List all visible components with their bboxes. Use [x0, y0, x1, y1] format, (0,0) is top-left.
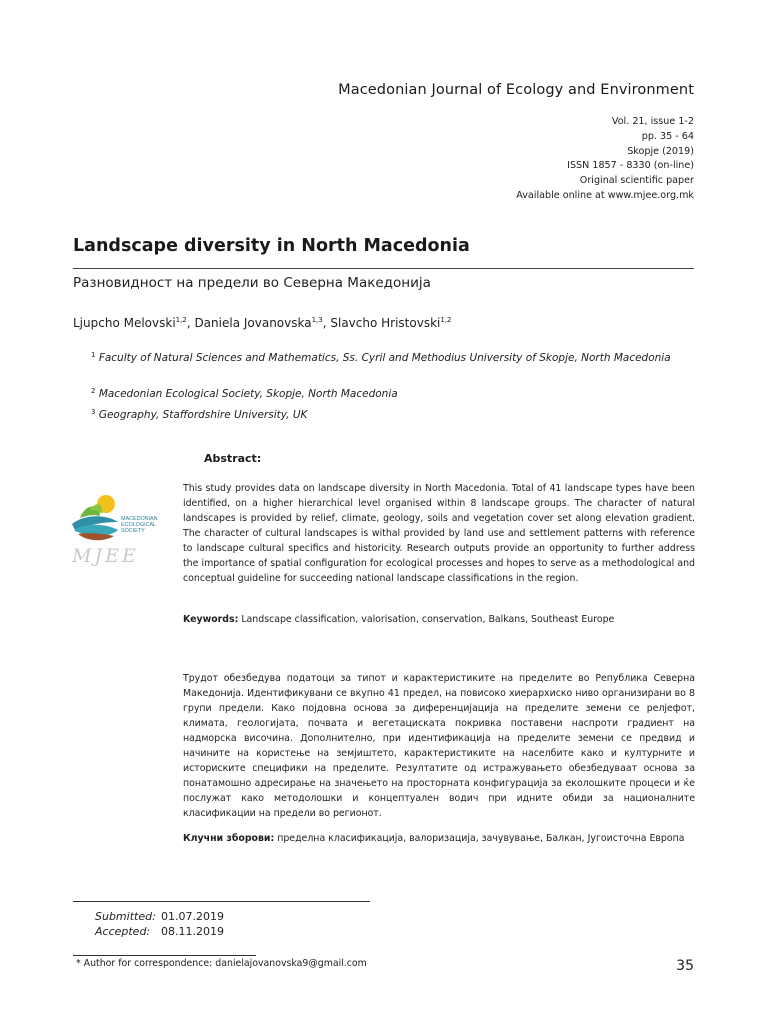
author-affiliation: 1,2 [175, 316, 187, 324]
author-list: Ljupcho Melovski$^{1,2}$, Daniela Jovanovska$^{1,3}$, Slavcho Hristovski$^{1,2}$ [73, 316, 452, 330]
abstract-heading: Abstract: [204, 452, 262, 465]
mjee-logo [70, 492, 170, 568]
paper-title: Landscape diversity in North Macedonia [73, 236, 470, 256]
title-divider [73, 268, 694, 269]
correspondence-note: * Author for correspondence: danielajovanovska9@gmail.com [76, 958, 367, 969]
submission-dates [95, 909, 224, 939]
svg-text:MACEDONIAN: MACEDONIAN [121, 516, 158, 522]
journal-volume: Vol. 21, issue 1-2 [611, 116, 694, 127]
abstract-text-mk: Трудот обезбедува податоци за типот и карактеристиките на пределите во Република Северна Македонија. Идентификувани се вкупно 41 предел, на повисоко хиерархиско ниво организирани во 8 групи предели. Како појдовна основа за диференцијација на пределите земени се релјефот, климата, геологијата, почвата и вегетациската покривка поставени наспроти градиент на надморска височина. Дополнително, при идентификација на пределите земени се предвид и начините на користење на земјиштето, карактеристиките на населбите како и културните и историските специфики на пределите. Резултатите од истражувањето обезбедуваат основа за понатамошно адресирање на значењето на просторната конфигурација за еколошките процеси и ќе послужат како методолошки и концептуален водич при идните обиди за националните класификации на предели во регионот. [183, 673, 695, 819]
keywords [183, 612, 695, 627]
paper-subtitle: Разновидност на предели во Северна Македонија [73, 275, 431, 291]
abstract-text: This study provides data on landscape diversity in North Macedonia. Total of 41 landscape types have been identified, on a higher hierarchical level organised within 8 landscape groups. The character of natural landscapes is provided by relief, climate, geology, soils and vegetation cover set along elevation gradient. The character of cultural landscapes is withal provided by land use and settlement patterns with reference to landscape cultural specifics and historicity. Research outputs provide an opportunity to further address the importance of spatial configuration for ecological processes and hopes to serve as a methodological and conceptual guideline for succeeding national landscape classifications in the region. [183, 483, 695, 584]
journal-issn: ISSN 1857 - 8330 (on-line) [567, 160, 694, 171]
submitted-label: Submitted: [95, 910, 156, 923]
affiliation-item: $^3$ Geography, Staffordshire University, UK [91, 408, 308, 421]
keywords-mk [183, 831, 695, 846]
affiliation-item: $^1$ Faculty of Natural Sciences and Mathematics, Ss. Cyril and Methodius University of Skopje, North Macedonia [91, 351, 671, 364]
svg-text:ECOLOGICAL: ECOLOGICAL [121, 522, 157, 528]
page-number: 35 [676, 958, 694, 974]
keywords-mk-label: Клучни зборови: [183, 833, 275, 844]
svg-text:MJEE: MJEE [72, 545, 139, 567]
affiliation-item: $^2$ Macedonian Ecological Society, Skopje, North Macedonia [91, 387, 398, 400]
journal-title: Macedonian Journal of Ecology and Environment [338, 82, 694, 98]
author-name: Slavcho Hristovski [330, 316, 441, 330]
journal-place-year: Skopje (2019) [627, 146, 694, 157]
keywords-mk-value: пределна класификација, валоризација, зачувување, Балкан, Југоисточна Европа [277, 833, 685, 844]
keywords-value: Landscape classification, valorisation, conservation, Balkans, Southeast Europe [241, 614, 615, 625]
author-affiliation: 1,3 [311, 316, 323, 324]
accepted-label: Accepted: [95, 925, 151, 938]
author-name: Ljupcho Melovski [73, 316, 176, 330]
submitted-date: 01.07.2019 [161, 910, 224, 923]
journal-pages: pp. 35 - 64 [641, 131, 694, 142]
keywords-label: Keywords: [183, 614, 239, 625]
author-name: Daniela Jovanovska [194, 316, 312, 330]
available-online-link[interactable]: Available online at www.mjee.org.mk [516, 190, 694, 201]
accepted-date: 08.11.2019 [161, 925, 224, 938]
footer-divider [73, 901, 370, 902]
paper-type: Original scientific paper [579, 175, 694, 186]
footnote-divider [73, 955, 256, 956]
author-affiliation: 1,2 [440, 316, 452, 324]
svg-text:SOCIETY: SOCIETY [121, 528, 145, 534]
